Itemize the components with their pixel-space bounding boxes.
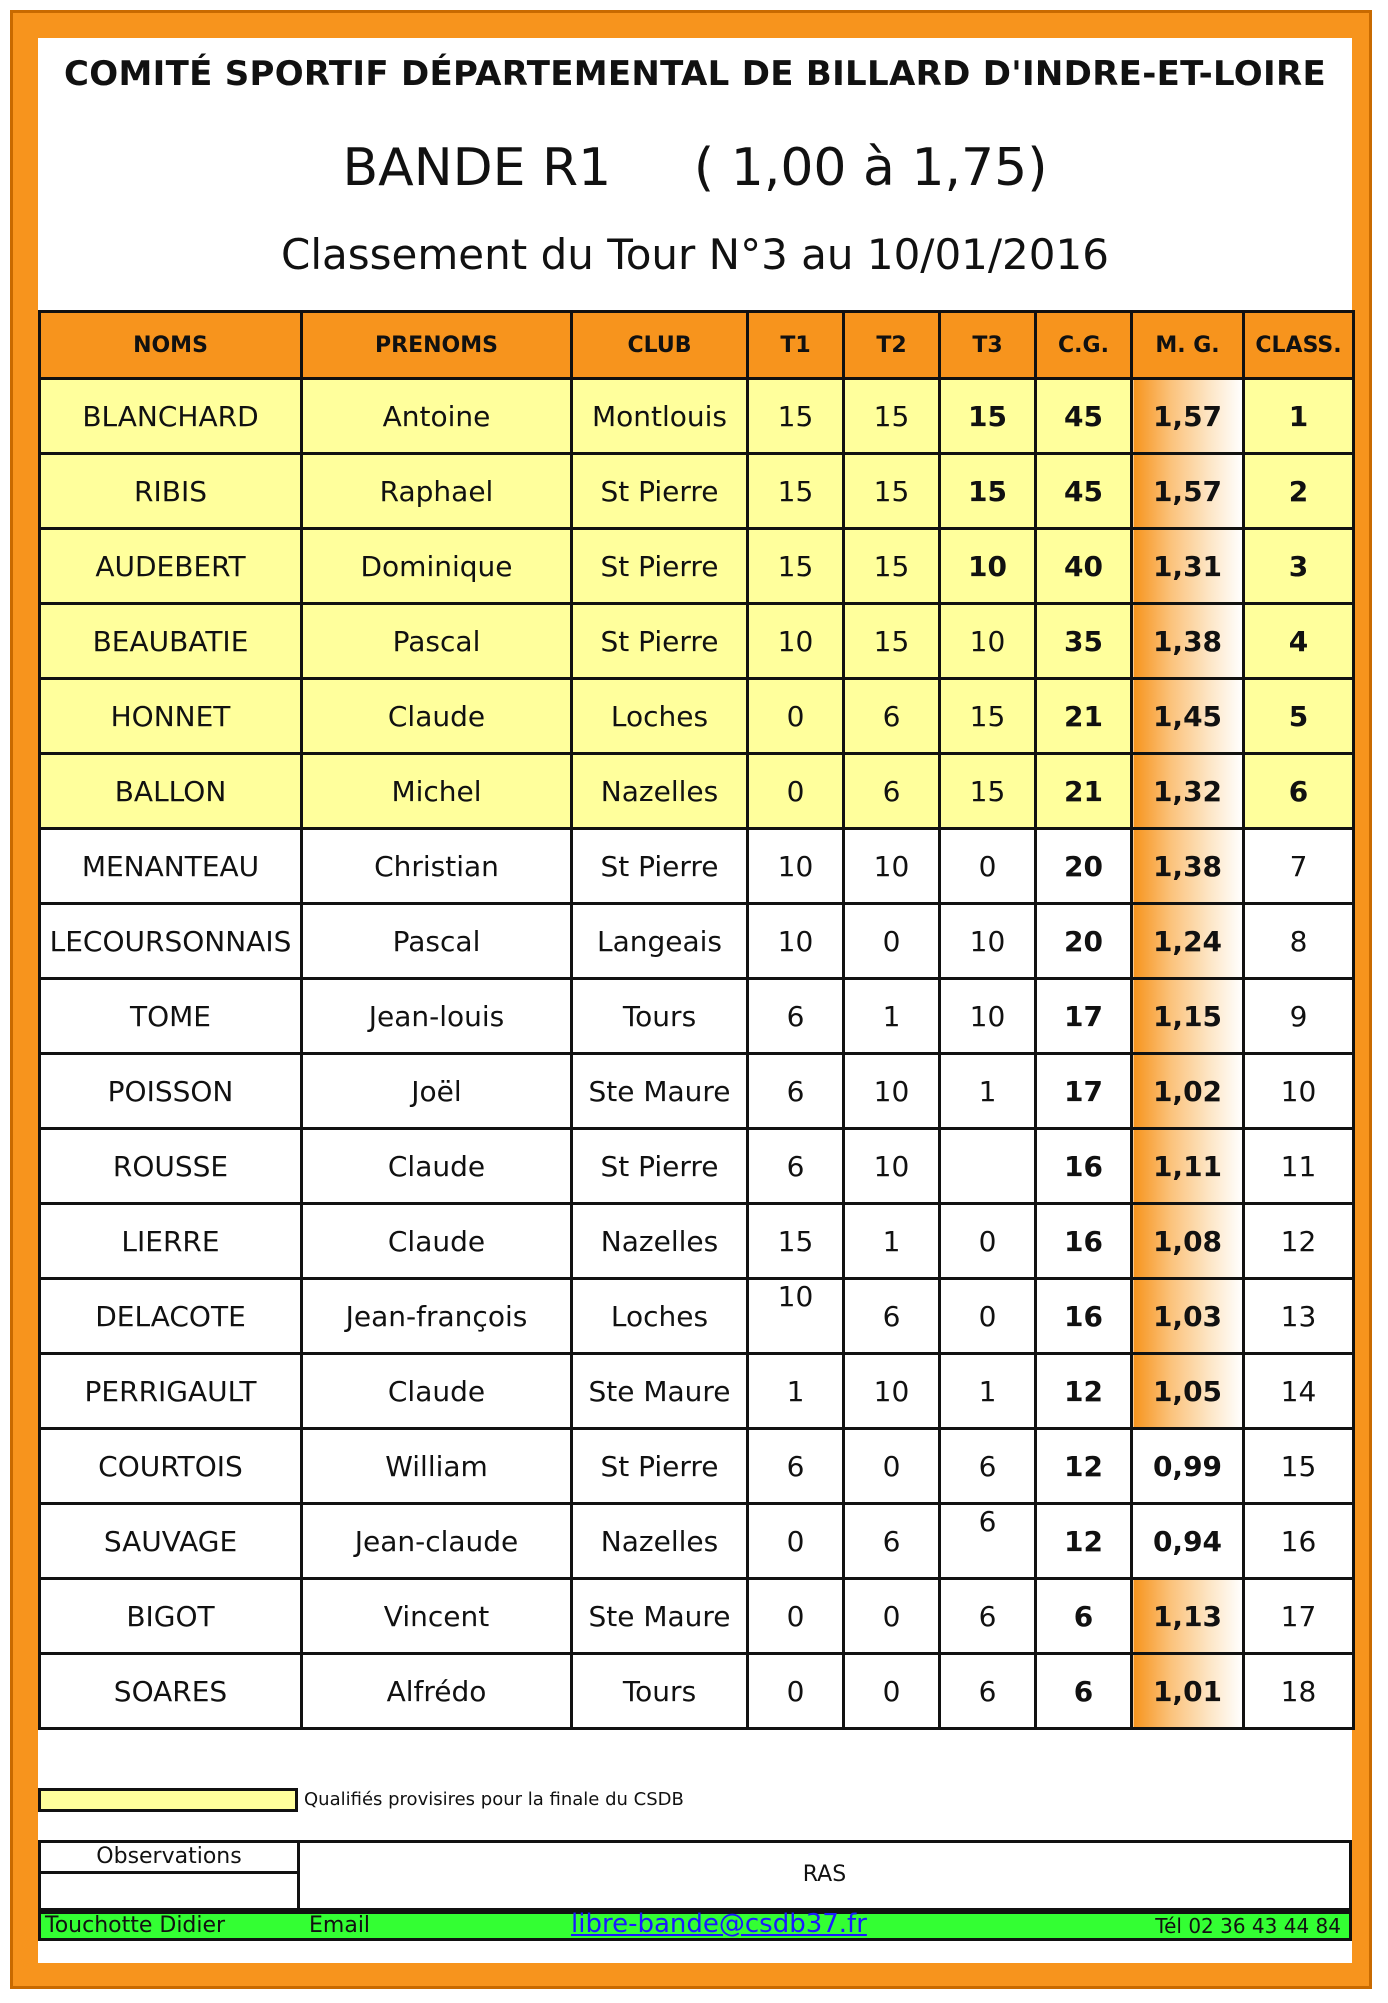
cell-t3: 15 — [940, 379, 1036, 454]
observations-value: RAS — [297, 1840, 1352, 1911]
cell-t2: 15 — [844, 604, 940, 679]
cell-t3: 6 — [940, 1579, 1036, 1654]
column-header-club: CLUB — [572, 312, 748, 379]
table-row — [40, 754, 1354, 829]
cell-cg: 20 — [1036, 904, 1132, 979]
cell-prenom: Antoine — [302, 379, 572, 454]
cell-mg: 1,32 — [1132, 754, 1244, 829]
cell-nom: SAUVAGE — [40, 1504, 302, 1579]
cell-nom: PERRIGAULT — [40, 1354, 302, 1429]
cell-t1: 15 — [748, 379, 844, 454]
cell-mg: 1,24 — [1132, 904, 1244, 979]
cell-nom: BALLON — [40, 754, 302, 829]
cell-club: Ste Maure — [572, 1054, 748, 1129]
column-header-t3: T3 — [940, 312, 1036, 379]
cell-prenom: Michel — [302, 754, 572, 829]
cell-prenom: Claude — [302, 1129, 572, 1204]
cell-t3: 1 — [940, 1354, 1036, 1429]
table-row — [40, 829, 1354, 904]
cell-class: 13 — [1244, 1279, 1354, 1354]
cell-t3: 1 — [940, 1054, 1036, 1129]
cell-t3: 6 — [940, 1504, 1036, 1579]
cell-t1: 15 — [748, 529, 844, 604]
cell-t3: 15 — [940, 454, 1036, 529]
cell-t3: 10 — [940, 529, 1036, 604]
observations-label: Observations — [38, 1840, 300, 1874]
competition-title: BANDE R1 ( 1,00 à 1,75) — [342, 138, 1048, 198]
column-header-cg: C.G. — [1036, 312, 1132, 379]
cell-t1: 6 — [748, 1129, 844, 1204]
cell-prenom: Vincent — [302, 1579, 572, 1654]
cell-mg: 1,15 — [1132, 979, 1244, 1054]
cell-mg: 1,08 — [1132, 1204, 1244, 1279]
cell-prenom: Jean-louis — [302, 979, 572, 1054]
cell-class: 6 — [1244, 754, 1354, 829]
table-row — [40, 379, 1354, 454]
cell-mg: 1,57 — [1132, 379, 1244, 454]
cell-prenom: Alfrédo — [302, 1654, 572, 1729]
cell-t1: 0 — [748, 1654, 844, 1729]
cell-nom: BIGOT — [40, 1579, 302, 1654]
round-title: Classement du Tour N°3 au 10/01/2016 — [281, 230, 1109, 279]
cell-class: 5 — [1244, 679, 1354, 754]
column-header-noms: NOMS — [40, 312, 302, 379]
cell-class: 8 — [1244, 904, 1354, 979]
cell-mg: 1,57 — [1132, 454, 1244, 529]
cell-mg: 1,31 — [1132, 529, 1244, 604]
cell-nom: RIBIS — [40, 454, 302, 529]
cell-class: 1 — [1244, 379, 1354, 454]
cell-t3: 0 — [940, 1279, 1036, 1354]
cell-prenom: Jean-françois — [302, 1279, 572, 1354]
cell-class: 2 — [1244, 454, 1354, 529]
cell-cg: 21 — [1036, 679, 1132, 754]
ranking-sheet — [38, 38, 1352, 1963]
cell-prenom: Jean-claude — [302, 1504, 572, 1579]
table-row — [40, 529, 1354, 604]
cell-mg: 1,13 — [1132, 1579, 1244, 1654]
cell-class: 4 — [1244, 604, 1354, 679]
cell-cg: 35 — [1036, 604, 1132, 679]
table-row — [40, 904, 1354, 979]
cell-class: 15 — [1244, 1429, 1354, 1504]
cell-nom: LIERRE — [40, 1204, 302, 1279]
cell-cg: 20 — [1036, 829, 1132, 904]
cell-cg: 6 — [1036, 1654, 1132, 1729]
cell-nom: BLANCHARD — [40, 379, 302, 454]
cell-mg: 1,05 — [1132, 1354, 1244, 1429]
cell-class: 14 — [1244, 1354, 1354, 1429]
table-row — [40, 1204, 1354, 1279]
table-row — [40, 1429, 1354, 1504]
cell-cg: 17 — [1036, 979, 1132, 1054]
cell-club: Montlouis — [572, 379, 748, 454]
cell-class: 9 — [1244, 979, 1354, 1054]
cell-club: St Pierre — [572, 829, 748, 904]
cell-nom: COURTOIS — [40, 1429, 302, 1504]
cell-nom: TOME — [40, 979, 302, 1054]
cell-cg: 12 — [1036, 1354, 1132, 1429]
cell-club: Tours — [572, 979, 748, 1054]
cell-club: St Pierre — [572, 1129, 748, 1204]
cell-nom: MENANTEAU — [40, 829, 302, 904]
cell-t1: 1 — [748, 1354, 844, 1429]
cell-class: 3 — [1244, 529, 1354, 604]
cell-t2: 1 — [844, 979, 940, 1054]
cell-t3: 10 — [940, 904, 1036, 979]
cell-prenom: Joël — [302, 1054, 572, 1129]
contact-footer — [38, 1911, 1352, 1941]
cell-t3: 0 — [940, 1204, 1036, 1279]
cell-t1: 0 — [748, 679, 844, 754]
cell-nom: HONNET — [40, 679, 302, 754]
table-row — [40, 454, 1354, 529]
table-row — [40, 1129, 1354, 1204]
cell-class: 16 — [1244, 1504, 1354, 1579]
cell-prenom: Pascal — [302, 904, 572, 979]
cell-nom: SOARES — [40, 1654, 302, 1729]
table-row — [40, 679, 1354, 754]
table-row — [40, 1354, 1354, 1429]
observations-label-spacer — [38, 1871, 300, 1911]
cell-t2: 10 — [844, 1129, 940, 1204]
cell-club: St Pierre — [572, 1429, 748, 1504]
column-header-t2: T2 — [844, 312, 940, 379]
table-row — [40, 1504, 1354, 1579]
cell-t1: 0 — [748, 754, 844, 829]
cell-nom: LECOURSONNAIS — [40, 904, 302, 979]
table-row — [40, 604, 1354, 679]
column-header-prenoms: PRENOMS — [302, 312, 572, 379]
cell-cg: 17 — [1036, 1054, 1132, 1129]
cell-class: 17 — [1244, 1579, 1354, 1654]
cell-t1: 6 — [748, 1054, 844, 1129]
cell-cg: 12 — [1036, 1504, 1132, 1579]
cell-t1: 0 — [748, 1579, 844, 1654]
cell-mg: 1,38 — [1132, 604, 1244, 679]
table-row — [40, 1579, 1354, 1654]
cell-mg: 1,03 — [1132, 1279, 1244, 1354]
cell-class: 10 — [1244, 1054, 1354, 1129]
cell-t2: 1 — [844, 1204, 940, 1279]
cell-club: Langeais — [572, 904, 748, 979]
cell-club: Nazelles — [572, 1204, 748, 1279]
phone-number: Tél 02 36 43 44 84 — [1155, 1914, 1341, 1938]
qualified-legend-text: Qualifiés provisires pour la finale du CSDB — [304, 1789, 684, 1810]
column-header-class: CLASS. — [1244, 312, 1354, 379]
cell-club: Ste Maure — [572, 1579, 748, 1654]
committee-title: COMITÉ SPORTIF DÉPARTEMENTAL DE BILLARD D'INDRE-ET-LOIRE — [64, 54, 1326, 94]
cell-cg: 16 — [1036, 1129, 1132, 1204]
table-row — [40, 1054, 1354, 1129]
cell-class: 18 — [1244, 1654, 1354, 1729]
cell-prenom: Pascal — [302, 604, 572, 679]
cell-t1: 10 — [748, 904, 844, 979]
cell-club: Nazelles — [572, 1504, 748, 1579]
ranking-table — [38, 310, 1355, 1730]
cell-mg: 1,45 — [1132, 679, 1244, 754]
cell-class: 7 — [1244, 829, 1354, 904]
cell-t2: 15 — [844, 379, 940, 454]
cell-t2: 6 — [844, 1279, 940, 1354]
cell-t2: 10 — [844, 829, 940, 904]
cell-t2: 0 — [844, 1654, 940, 1729]
cell-t3: 15 — [940, 754, 1036, 829]
cell-nom: POISSON — [40, 1054, 302, 1129]
table-row — [40, 1654, 1354, 1729]
cell-club: St Pierre — [572, 529, 748, 604]
cell-t3: 15 — [940, 679, 1036, 754]
cell-t1: 6 — [748, 1429, 844, 1504]
cell-cg: 45 — [1036, 379, 1132, 454]
cell-class: 12 — [1244, 1204, 1354, 1279]
cell-mg: 1,38 — [1132, 829, 1244, 904]
cell-t2: 6 — [844, 1504, 940, 1579]
qualified-legend-swatch — [38, 1788, 298, 1812]
cell-t2: 0 — [844, 1579, 940, 1654]
cell-t1: 10 — [748, 604, 844, 679]
email-link[interactable]: libre-bande@csdb37.fr — [571, 1909, 867, 1939]
cell-mg: 1,02 — [1132, 1054, 1244, 1129]
cell-t3: 10 — [940, 604, 1036, 679]
cell-t3: 6 — [940, 1654, 1036, 1729]
cell-t2: 15 — [844, 454, 940, 529]
cell-t2: 6 — [844, 679, 940, 754]
cell-t1: 10 — [748, 829, 844, 904]
cell-t3: 10 — [940, 979, 1036, 1054]
table-row — [40, 979, 1354, 1054]
cell-nom: AUDEBERT — [40, 529, 302, 604]
cell-t2: 10 — [844, 1054, 940, 1129]
cell-t1: 0 — [748, 1504, 844, 1579]
table-header-row — [40, 312, 1354, 379]
cell-cg: 12 — [1036, 1429, 1132, 1504]
cell-t2: 0 — [844, 1429, 940, 1504]
cell-prenom: William — [302, 1429, 572, 1504]
cell-cg: 40 — [1036, 529, 1132, 604]
cell-prenom: Christian — [302, 829, 572, 904]
cell-nom: BEAUBATIE — [40, 604, 302, 679]
cell-t3 — [940, 1129, 1036, 1204]
table-row — [40, 1279, 1354, 1354]
cell-cg: 6 — [1036, 1579, 1132, 1654]
cell-t2: 6 — [844, 754, 940, 829]
cell-nom: DELACOTE — [40, 1279, 302, 1354]
cell-cg: 21 — [1036, 754, 1132, 829]
cell-club: Ste Maure — [572, 1354, 748, 1429]
cell-cg: 16 — [1036, 1204, 1132, 1279]
cell-t2: 15 — [844, 529, 940, 604]
cell-club: Nazelles — [572, 754, 748, 829]
column-header-mg: M. G. — [1132, 312, 1244, 379]
cell-t1: 6 — [748, 979, 844, 1054]
cell-prenom: Raphael — [302, 454, 572, 529]
cell-club: St Pierre — [572, 454, 748, 529]
cell-prenom: Dominique — [302, 529, 572, 604]
email-label: Email — [309, 1913, 371, 1938]
cell-mg: 1,11 — [1132, 1129, 1244, 1204]
cell-cg: 16 — [1036, 1279, 1132, 1354]
contact-name: Touchotte Didier — [45, 1913, 226, 1938]
cell-mg: 1,01 — [1132, 1654, 1244, 1729]
cell-club: Tours — [572, 1654, 748, 1729]
cell-t1: 15 — [748, 454, 844, 529]
cell-prenom: Claude — [302, 679, 572, 754]
column-header-t1: T1 — [748, 312, 844, 379]
cell-prenom: Claude — [302, 1204, 572, 1279]
cell-t3: 0 — [940, 829, 1036, 904]
cell-club: Loches — [572, 679, 748, 754]
cell-t2: 0 — [844, 904, 940, 979]
cell-t2: 10 — [844, 1354, 940, 1429]
cell-club: St Pierre — [572, 604, 748, 679]
cell-class: 11 — [1244, 1129, 1354, 1204]
cell-club: Loches — [572, 1279, 748, 1354]
cell-t1: 15 — [748, 1204, 844, 1279]
cell-nom: ROUSSE — [40, 1129, 302, 1204]
cell-cg: 45 — [1036, 454, 1132, 529]
cell-t1: 10 — [748, 1279, 844, 1354]
cell-t3: 6 — [940, 1429, 1036, 1504]
cell-mg: 0,99 — [1132, 1429, 1244, 1504]
cell-prenom: Claude — [302, 1354, 572, 1429]
cell-mg: 0,94 — [1132, 1504, 1244, 1579]
